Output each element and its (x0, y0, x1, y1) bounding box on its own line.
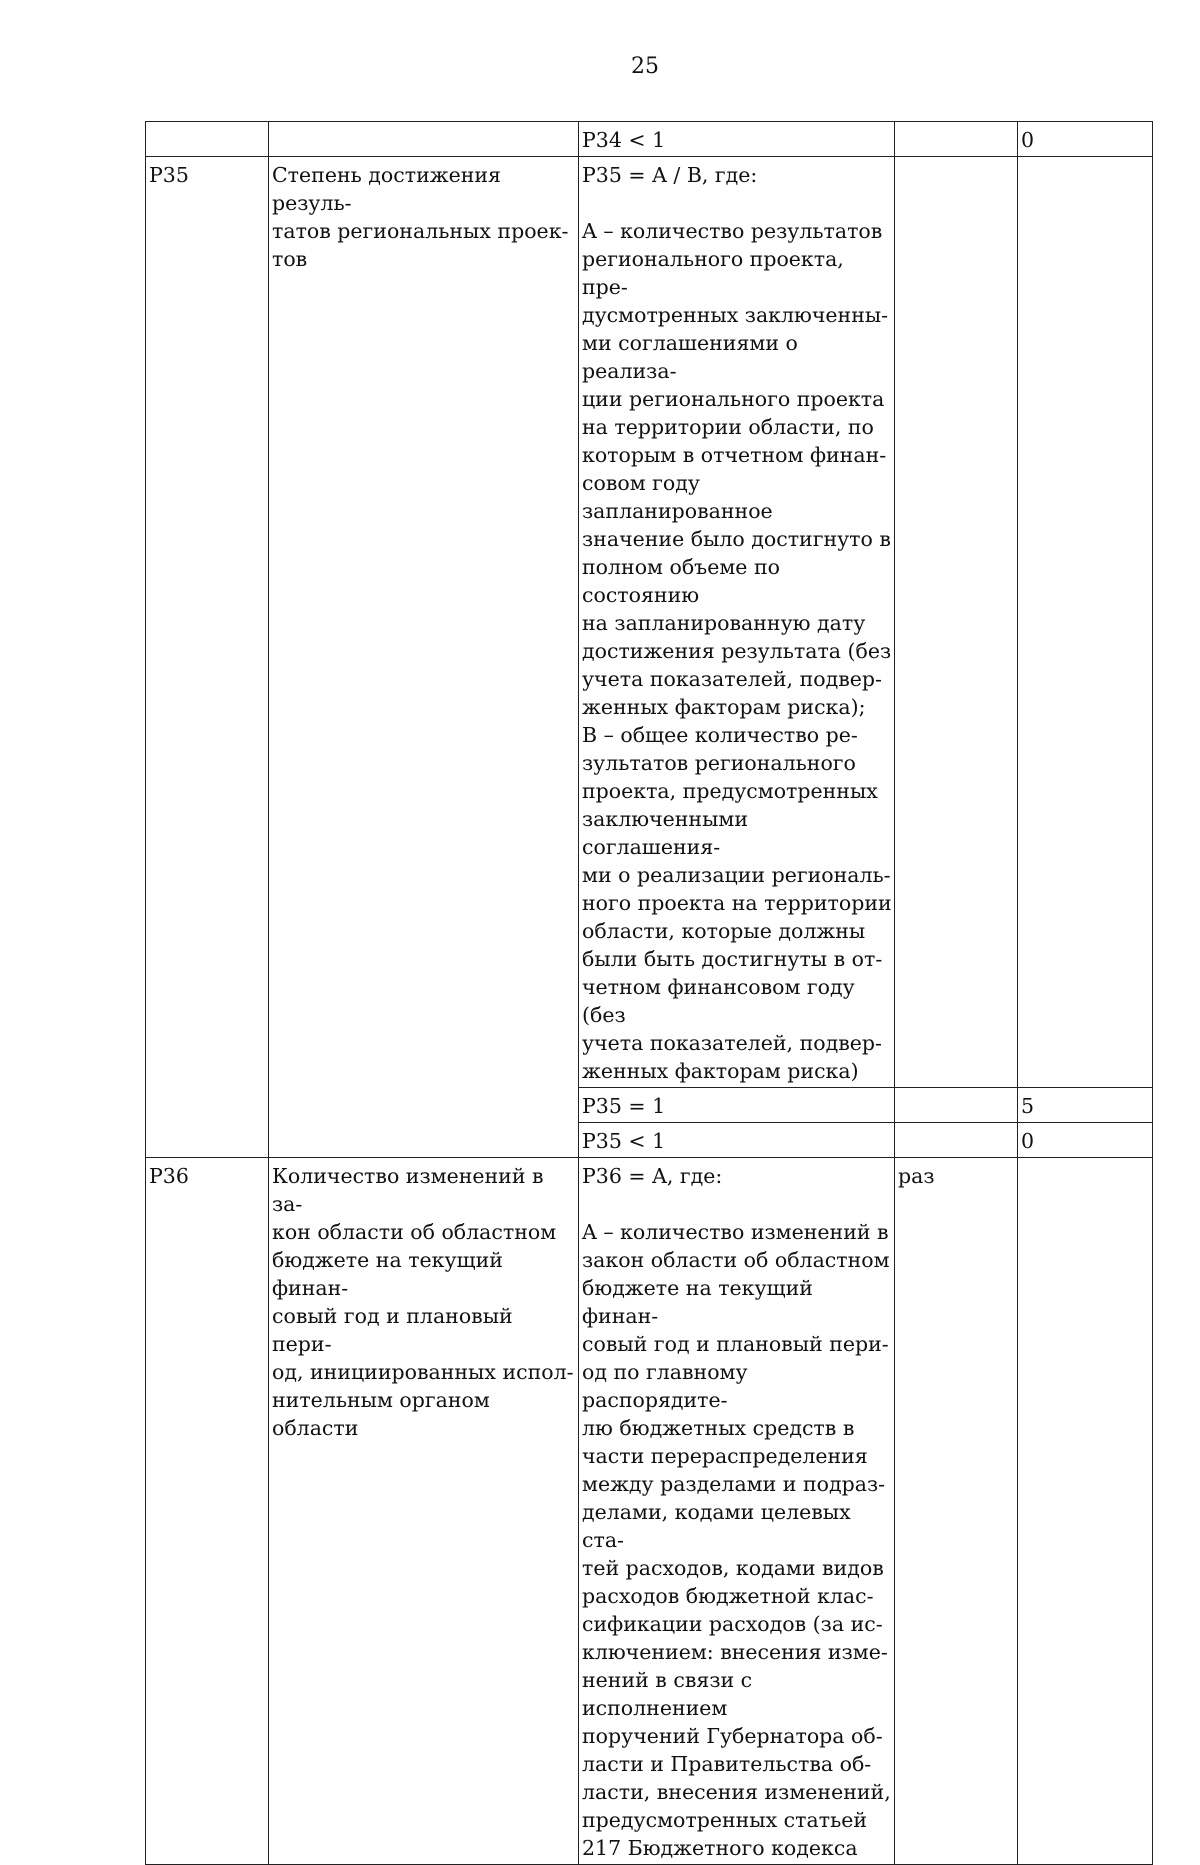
formula-cell: P35 = 1 (579, 1088, 895, 1123)
unit-cell: раз (895, 1158, 1018, 1865)
table-row (146, 157, 1153, 1088)
indicator-name-cell: Степень достижения резуль- татов региональных проек- тов (269, 157, 579, 1158)
formula-cell: P36 = A, где: A – количество изменений в закон области об областном бюджете на текущий финан- совый год и плановый пери- од по главному распорядите- лю бюджетных средств в части перераспределения между разделами и подраз- делами, кодами целевых ста- тей расходов, кодами видов расходов бюджетной клас- сификации расходов (за ис- ключением: внесения изме- нений в связи с исполнением поручений Губернатора об- ласти и Правительства об- ласти, внесения изменений, предусмотренных статьей 217 Бюджетного кодекса (579, 1158, 895, 1865)
indicator-code-cell: P36 (146, 1158, 269, 1865)
score-cell (1018, 1158, 1153, 1865)
unit-cell (895, 1088, 1018, 1123)
table-row (146, 1158, 1153, 1865)
score-cell: 5 (1018, 1088, 1153, 1123)
formula-cell: P35 = A / B, где: A – количество результатов регионального проекта, пре- дусмотренных заключенны- ми соглашениями о реализа- ции регионального проекта на территории области, по которым в отчетном финан- совом году запланированное значение было достигнуто в полном объеме по состоянию на запланированную дату достижения результата (без учета показателей, подвер- женных факторам риска); B – общее количество ре- зультатов регионального проекта, предусмотренных заключенными соглашения- ми о реализации региональ- ного проекта на территории области, которые должны были быть достигнуты в от- четном финансовом году (без учета показателей, подвер- женных факторам риска) (579, 157, 895, 1088)
unit-cell (895, 1123, 1018, 1158)
unit-cell (895, 157, 1018, 1088)
indicator-name-cell: Количество изменений в за- кон области об областном бюджете на текущий финан- совый год и плановый пери- од, инициированных испол- нительным органом области (269, 1158, 579, 1865)
table-row (146, 122, 1153, 157)
indicators-table (145, 121, 1153, 1865)
unit-cell (895, 122, 1018, 157)
indicator-code-cell (146, 122, 269, 157)
formula-cell: P35 < 1 (579, 1123, 895, 1158)
formula-cell: P34 < 1 (579, 122, 895, 157)
indicator-name-cell (269, 122, 579, 157)
score-cell: 0 (1018, 1123, 1153, 1158)
score-cell: 0 (1018, 122, 1153, 157)
score-cell (1018, 157, 1153, 1088)
indicator-code-cell: P35 (146, 157, 269, 1158)
page-number: 25 (631, 54, 659, 79)
